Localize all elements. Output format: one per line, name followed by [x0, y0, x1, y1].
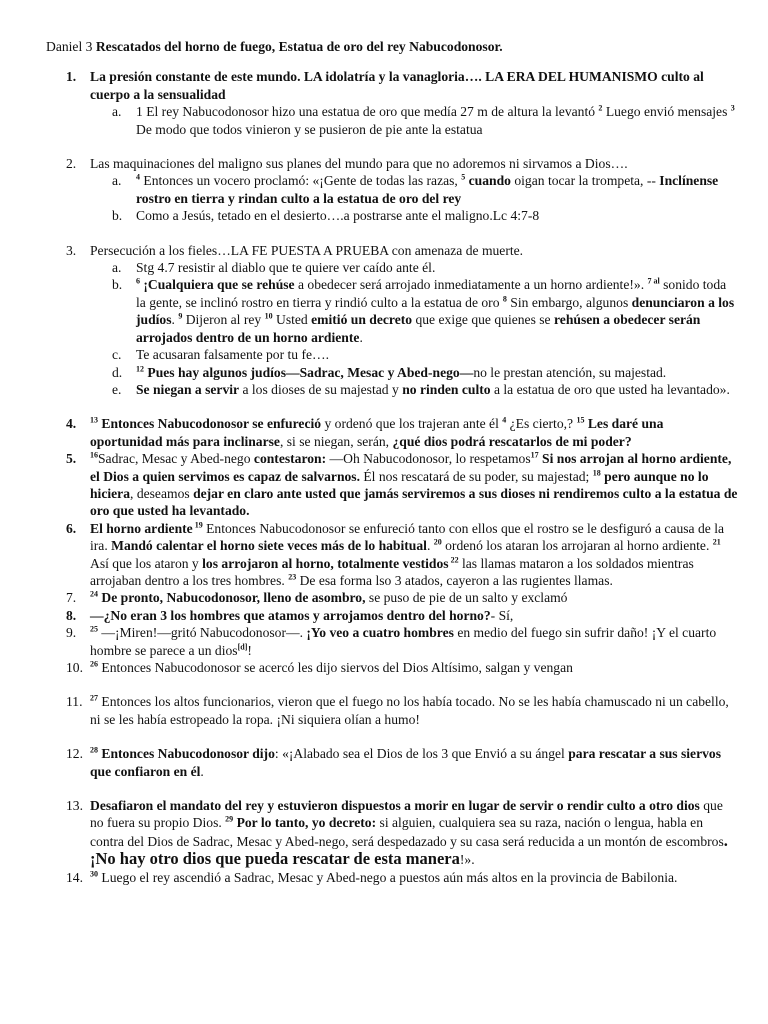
s3-b-letter-text: b. — [112, 277, 123, 293]
s9-fn-verse-number: [d] — [237, 642, 248, 652]
s11-v27-verse-number: 27 — [90, 693, 98, 703]
s2-a-v5-verse-number: 5 — [461, 172, 466, 182]
s3-d-b1-bold-text: Pues hay algunos judíos—Sadrac, Mesac y Abed-nego— — [144, 364, 474, 380]
s3-e-b2-bold-text: no rinden culto — [402, 381, 491, 397]
s13-t2-text: si alguien, cualquiera sea su raza, nación o lengua, habla en contra del Dios de Sadrac, Mesac y Abed-nego, será despedazado y su casa será reducida a un montón de escombros — [90, 815, 724, 849]
s5-t4-text: , deseamos — [130, 485, 194, 501]
s6-v20-verse-number: 20 — [433, 537, 442, 547]
outline-subitem-3a — [46, 259, 738, 276]
outline-item-12 — [46, 745, 738, 780]
s3-text-text: Persecución a los fieles…LA FE PUESTA A PRUEBA con amenaza de muerte. — [90, 242, 524, 258]
s13-b1-bold-text: Desafiaron el mandato del rey y estuvieron dispuestos a morir en lugar de servir o rendir culto a otro dios — [90, 798, 700, 814]
s5-b1-bold-text: contestaron: — [253, 451, 327, 467]
s3-b-t5-text: Dijeron al rey — [182, 312, 265, 328]
s9-t3-text: ! — [247, 642, 252, 658]
s6-v19-verse-number: 19 — [192, 520, 203, 530]
s3-b-t4-text: . — [171, 312, 179, 328]
s4-t1-text: y ordenó que los trajeran ante él — [321, 416, 503, 432]
s3-a-letter-text: a. — [112, 260, 122, 276]
s3-b-v10-verse-number: 10 — [264, 311, 273, 321]
s7-b1-bold-text: De pronto, Nabucodonosor, lleno de asombro, — [98, 590, 366, 606]
s3-b-t2-text: sonido toda la gente, se inclinó rostro en tierra y rindió culto a la estatua de oro — [136, 277, 727, 310]
s2-text-text: Las maquinaciones del maligno sus planes del mundo para que no adoremos ni sirvamos a Dios…. — [90, 156, 628, 172]
s2-a-t2-text: oigan tocar la trompeta, -- — [510, 173, 660, 189]
s4-v15-verse-number: 15 — [576, 415, 585, 425]
s3-d-v12-verse-number: 12 — [136, 363, 144, 373]
s3-d-letter-text: d. — [112, 364, 123, 380]
s12-v28-verse-number: 28 — [90, 745, 98, 755]
s7-v24-verse-number: 24 — [90, 589, 98, 599]
outline-item-13 — [46, 797, 738, 869]
s3-d-t1-text: no le prestan atención, su majestad. — [473, 364, 667, 380]
s3-e-b1-bold-text: Se niegan a servir — [136, 381, 240, 397]
s4-b2-bold-text: Les daré una oportunidad más para inclinarse — [90, 416, 664, 449]
s10-t1-text: Entonces Nabucodonosor se acercó les dijo siervos del Dios Altísimo, salgan y vengan — [98, 660, 573, 675]
s5-t2-text: —Oh Nabucodonosor, lo respetamos — [326, 451, 531, 467]
s1-a-v3-verse-number: 3 — [730, 103, 735, 113]
s13-t3-text: !». — [459, 852, 475, 868]
title-bold-bold-text: Rescatados del horno de fuego, Estatua de oro del rey Nabucodonosor. — [95, 39, 503, 54]
s1-a-t2-text: Luego envió mensajes — [602, 104, 731, 120]
s1-a-t1-text: 1 El rey Nabucodonosor hizo una estatua de oro que medía 27 m de altura la levantó — [136, 104, 599, 120]
s4-b3-bold-text: ¿qué dios podrá rescatarlos de mi poder? — [392, 433, 632, 449]
s13-v29-verse-number: 29 — [225, 814, 234, 824]
s4-v14-verse-number: 4 — [502, 415, 507, 425]
s3-b-t8-text: . — [359, 329, 363, 345]
s2-a-v4-verse-number: 4 — [136, 172, 140, 182]
s5-v18-verse-number: 18 — [592, 468, 601, 477]
s9-v25-verse-number: 25 — [90, 624, 98, 634]
s2-a-b2-bold-text: Inclínense rostro en tierra y rindan culto a la estatua de oro del rey — [136, 173, 719, 206]
s6-v21-verse-number: 21 — [712, 537, 721, 547]
s8-b1-bold-text: —¿No eran 3 los hombres que atamos y arrojamos dentro del horno? — [90, 607, 491, 623]
s2-num-text: 2. — [66, 156, 77, 172]
s7-num-text: 7. — [66, 590, 77, 606]
s1-a-v2-verse-number: 2 — [598, 103, 603, 113]
s3-num-text: 3. — [66, 242, 77, 258]
s7-t1-text: se puso de pie de un salto y exclamó — [365, 590, 568, 606]
outline-item-2 — [46, 155, 738, 172]
s1-num-text: 1. — [66, 69, 77, 85]
s10-v26-verse-number: 26 — [90, 659, 98, 669]
s4-num-text: 4. — [66, 416, 77, 432]
s6-t5-text: las llamas mataron a los soldados mientras arrojaban dentro a los tres hombres. — [90, 555, 694, 588]
outline-item-7 — [46, 589, 738, 606]
outline-item-8 — [46, 607, 738, 624]
s3-e-t1-text: a los dioses de su majestad y — [239, 381, 403, 397]
s5-v17-verse-number: 17 — [530, 450, 539, 460]
s14-num-text: 14. — [66, 869, 83, 885]
s9-num-text: 9. — [66, 625, 77, 641]
s6-num-text: 6. — [66, 520, 77, 536]
outline-subitem-3d — [46, 364, 738, 381]
s3-b-t1-text: a obedecer será arrojado inmediatamente a un horno ardiente!». — [294, 277, 648, 293]
s3-c-letter-text: c. — [112, 347, 122, 363]
s5-b2-bold-text: Si nos arrojan al horno ardiente, el Dios a quien servimos es capaz de salvarnos. — [90, 451, 732, 484]
s5-t3-text: Él nos rescatará de su poder, su majestad; — [359, 468, 593, 484]
s12-b2-bold-text: para rescatar a sus siervos que confiaron en él — [90, 746, 722, 779]
s3-c-text-text: Te acusaran falsamente por tu fe…. — [136, 347, 330, 363]
s3-b-b2-bold-text: denunciaron a los judíos — [136, 294, 735, 328]
outline-item-11 — [46, 693, 738, 728]
s1-text-bold-text: La presión constante de este mundo. LA idolatría y la vanagloria…. LA ERA DEL HUMANISMO culto al cuerpo a la sensualidad — [90, 69, 704, 102]
outline-subitem-2a — [46, 172, 738, 207]
s4-t3-text: , si se niegan, serán, — [279, 433, 393, 449]
s6-t2-text: . — [426, 538, 434, 554]
s4-t2-text: ¿Es cierto,? — [506, 416, 577, 432]
s11-num-text: 11. — [66, 694, 83, 710]
s6-t6-text: De esa forma lso 3 atados, cayeron a las rugientes llamas. — [296, 572, 613, 588]
s14-t1-text: Luego el rey ascendió a Sadrac, Mesac y Abed-nego a puestos aún más altos en la provincia de Babilonia. — [98, 869, 678, 885]
s13-num-text: 13. — [66, 798, 83, 814]
s3-b-t7-text: que exige que quienes se — [412, 312, 554, 328]
s6-t1-text: Entonces Nabucodonosor se enfureció tanto con ellos que el rostro se le desfiguró a causa de la ira. — [90, 520, 725, 554]
title-ref-text: Daniel 3 — [46, 39, 96, 54]
s5-num-text: 5. — [66, 451, 77, 467]
outline-item-3 — [46, 242, 738, 259]
s3-b-v9-verse-number: 9 — [178, 311, 183, 321]
s6-b3-bold-text: los arrojaron al horno, totalmente vestidos — [202, 555, 449, 571]
s10-num-text: 10. — [66, 660, 83, 675]
s3-b-v8-verse-number: 8 — [502, 294, 507, 304]
s14-v30-verse-number: 30 — [90, 869, 98, 879]
outline-subitem-3b — [46, 276, 738, 346]
outline-item-14 — [46, 869, 738, 886]
s2-b-text-text: Como a Jesús, tetado en el desierto….a postrarse ante el maligno.Lc 4:7-8 — [136, 208, 540, 224]
outline-item-10 — [46, 659, 738, 676]
s9-t1-text: —¡Miren!—gritó Nabucodonosor—. — [98, 625, 307, 641]
s2-a-letter-text: a. — [112, 173, 122, 189]
s3-b-b3-bold-text: emitió un decreto — [311, 312, 413, 328]
outline-subitem-3c — [46, 346, 738, 363]
s2-a-b1-bold-text: cuando — [465, 173, 511, 189]
s3-b-b1-bold-text: ¡Cualquiera que se rehúse — [143, 277, 295, 293]
s13-b2-bold-text: Por lo tanto, yo decreto: — [233, 815, 377, 831]
s6-b2-bold-text: Mandó calentar el horno siete veces más de lo habitual — [111, 538, 427, 554]
s1-a-t3-text: De modo que todos vinieron y se pusieron de pie ante la estatua — [136, 121, 483, 137]
outline-item-9 — [46, 624, 738, 659]
outline-item-5 — [46, 450, 738, 520]
s3-e-letter-text: e. — [112, 381, 122, 397]
s12-t2-text: . — [200, 763, 204, 779]
s13-t1-text: que no fuera su propio Dios. — [90, 798, 723, 831]
s6-t4-text: Así que los ataron y — [90, 555, 203, 571]
s3-b-t6-text: Usted — [272, 312, 312, 328]
outline-item-1 — [46, 68, 738, 103]
s6-t3-text: ordenó los ataran los arrojaran al horno ardiente. — [441, 538, 713, 554]
s3-b-v7-verse-number: 7 al — [647, 276, 660, 286]
outline-subitem-3e — [46, 381, 738, 398]
s6-b1-bold-text: El horno ardiente — [90, 520, 193, 536]
s3-b-v6-verse-number: 6 — [136, 276, 140, 286]
s6-v23-verse-number: 23 — [288, 572, 297, 582]
s12-num-text: 12. — [66, 746, 83, 762]
s9-b1-bold-text: ¡Yo veo a cuatro hombres — [306, 625, 454, 641]
s5-t1-text: Sadrac, Mesac y Abed-nego — [98, 451, 254, 467]
s9-t2-text: en medio del fuego sin sufrir daño! ¡Y el cuarto hombre se parece a un dios — [90, 625, 717, 658]
s6-v22-verse-number: 22 — [448, 555, 459, 565]
s3-b-t3-text: Sin embargo, algunos — [506, 294, 632, 310]
s13-big-text: . ¡No hay otro dios que pueda rescatar de esta manera — [90, 830, 728, 869]
s3-a-text-text: Stg 4.7 resistir al diablo que te quiere ver caído ante él. — [136, 260, 436, 276]
outline-item-6 — [46, 520, 738, 590]
s5-v16-verse-number: 16 — [90, 450, 98, 460]
s5-b4-bold-text: dejar en claro ante usted que jamás serviremos a sus dioses ni rendiremos culto a la estatua de oro que usted ha levantado. — [90, 485, 738, 519]
s8-num-text: 8. — [66, 607, 77, 623]
document-title — [46, 38, 738, 55]
s3-b-b4-bold-text: rehúsen a obedecer serán arrojados dentro de un horno ardiente — [136, 312, 701, 345]
outline-subitem-1a — [46, 103, 738, 138]
s2-b-letter-text: b. — [112, 208, 123, 224]
s1-a-letter-text: a. — [112, 104, 122, 120]
s2-a-t1-text: Entonces un vocero proclamó: «¡Gente de todas las razas, — [140, 173, 462, 189]
outline-subitem-2b — [46, 207, 738, 224]
s11-t1-text: Entonces los altos funcionarios, vieron que el fuego no los había tocado. No se les había chamuscado ni un cabello, ni se les había estropeado la ropa. ¡Ni siquiera olían a humo! — [90, 694, 729, 727]
s12-b1-bold-text: Entonces Nabucodonosor dijo — [98, 746, 275, 762]
s12-t1-text: : «¡Alabado sea el Dios de los 3 que Envió a su ángel — [274, 746, 569, 762]
s3-e-t2-text: a la estatua de oro que usted ha levantado». — [490, 381, 730, 397]
s5-b3-bold-text: pero aunque no lo hiciera — [90, 468, 709, 501]
s4-v13-verse-number: 13 — [90, 415, 98, 425]
s4-b1-bold-text: Entonces Nabucodonosor se enfureció — [98, 416, 322, 432]
outline-item-4 — [46, 415, 738, 450]
s8-t1-text: - Sí, — [490, 607, 514, 623]
